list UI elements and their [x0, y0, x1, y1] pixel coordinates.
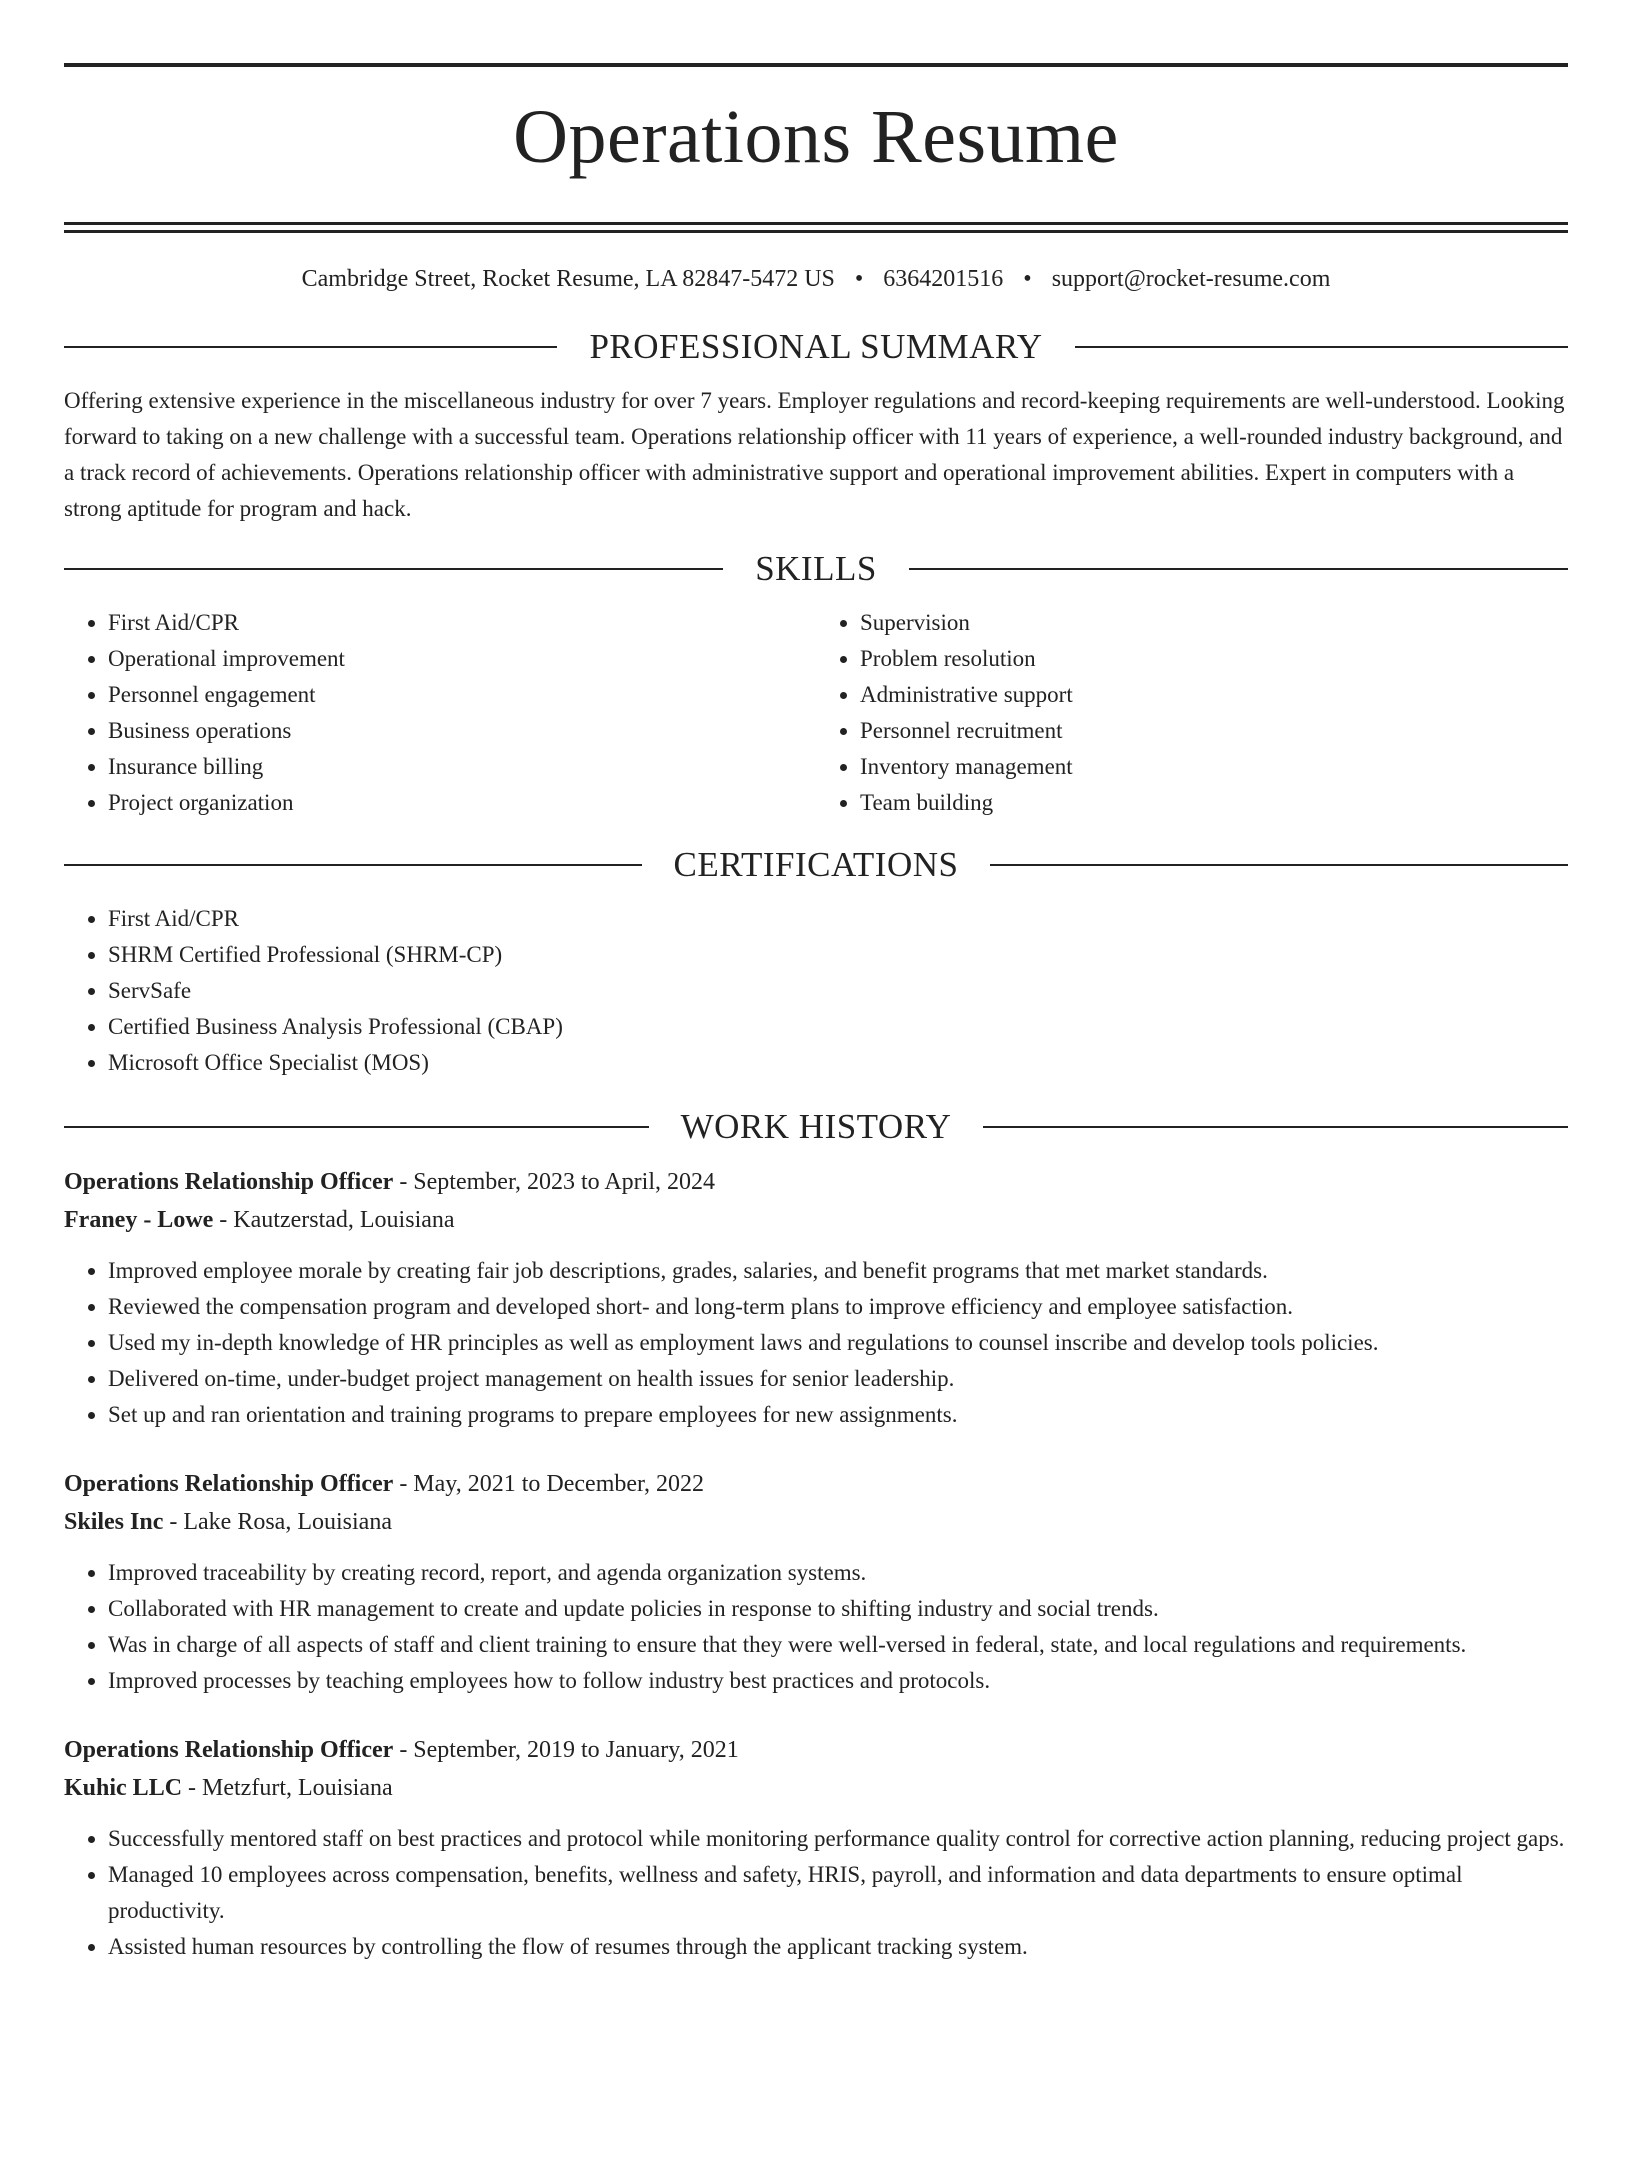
certification-item: • ServSafe — [108, 973, 1568, 1009]
job-dates: - May, 2021 to December, 2022 — [393, 1470, 705, 1497]
job-bullet: • Collaborated with HR management to create and update policies in response to shifting industry and social trends. — [108, 1591, 1568, 1627]
skill-item: • Personnel engagement — [108, 677, 816, 713]
job-company: Skiles Inc — [64, 1508, 164, 1535]
skills-left-list — [64, 605, 816, 821]
job-bullets — [64, 1821, 1568, 1965]
heading-rule — [909, 568, 1568, 570]
heading-rule — [1075, 346, 1568, 348]
job-bullet: • Set up and ran orientation and training programs to prepare employees for new assignments. — [108, 1397, 1568, 1433]
certifications-list — [64, 901, 1568, 1081]
heading-rule — [983, 1126, 1568, 1128]
job-location: - Kautzerstad, Louisiana — [213, 1206, 455, 1233]
heading-rule — [64, 346, 557, 348]
heading-rule — [990, 864, 1568, 866]
skill-item: • Insurance billing — [108, 749, 816, 785]
top-rule — [64, 63, 1568, 67]
skill-item: • First Aid/CPR — [108, 605, 816, 641]
job-bullet: • Reviewed the compensation program and developed short- and long-term plans to improve efficiency and employee satisfaction. — [108, 1289, 1568, 1325]
job-location: - Metzfurt, Louisiana — [182, 1774, 393, 1801]
skill-item: • Business operations — [108, 713, 816, 749]
heading-rule — [64, 1126, 649, 1128]
summary-heading — [64, 325, 1568, 369]
job-company-line — [64, 1769, 1568, 1807]
title-double-rule — [64, 222, 1568, 233]
job-title: Operations Relationship Officer — [64, 1736, 394, 1763]
skill-item: • Administrative support — [860, 677, 1568, 713]
job-title: Operations Relationship Officer — [64, 1168, 394, 1195]
job-title: Operations Relationship Officer — [64, 1470, 394, 1497]
job-entry — [64, 1465, 1568, 1699]
job-company-line — [64, 1201, 1568, 1239]
job-title-line — [64, 1163, 1568, 1201]
skills-heading — [64, 547, 1568, 591]
job-bullet: • Managed 10 employees across compensation, benefits, wellness and safety, HRIS, payroll, and information and data departments to ensure optimal productivity. — [108, 1857, 1568, 1929]
skill-item: • Inventory management — [860, 749, 1568, 785]
job-title-line — [64, 1731, 1568, 1769]
job-bullet: • Assisted human resources by controlling the flow of resumes through the applicant tracking system. — [108, 1929, 1568, 1965]
certifications-heading-label: CERTIFICATIONS — [673, 844, 959, 884]
job-bullet: • Was in charge of all aspects of staff and client training to ensure that they were well-versed in federal, state, and local regulations and requirements. — [108, 1627, 1568, 1663]
skill-item: • Supervision — [860, 605, 1568, 641]
contact-separator: • — [1023, 265, 1032, 292]
contact-address: Cambridge Street, Rocket Resume, LA 82847-5472 US — [301, 265, 835, 292]
work-history-heading-label: WORK HISTORY — [680, 1106, 952, 1146]
heading-rule — [64, 864, 642, 866]
contact-line — [64, 263, 1568, 295]
certification-item: • Certified Business Analysis Professional (CBAP) — [108, 1009, 1568, 1045]
skill-item: • Operational improvement — [108, 641, 816, 677]
heading-rule — [64, 568, 723, 570]
certification-item: • First Aid/CPR — [108, 901, 1568, 937]
contact-phone: 6364201516 — [883, 265, 1004, 292]
certifications-heading — [64, 843, 1568, 887]
summary-text: Offering extensive experience in the miscellaneous industry for over 7 years. Employer regulations and record-keeping requirements are well-understood. Looking forward to taking on a new challenge with a successful team. Operations relationship officer with 11 years of experience, a well-rounded industry background, and a track record of achievements. Operations relationship officer with administrative support and operational improvement abilities. Expert in computers with a strong aptitude for program and hack. — [64, 387, 1565, 521]
job-bullet: • Successfully mentored staff on best practices and protocol while monitoring performance quality control for corrective action planning, reducing project gaps. — [108, 1821, 1568, 1857]
job-entry — [64, 1163, 1568, 1433]
work-history-heading — [64, 1105, 1568, 1149]
certification-item: • Microsoft Office Specialist (MOS) — [108, 1045, 1568, 1081]
job-company-line — [64, 1503, 1568, 1541]
job-location: - Lake Rosa, Louisiana — [163, 1508, 392, 1535]
page-title: Operations Resume — [513, 95, 1119, 179]
contact-separator: • — [854, 265, 864, 292]
skill-item: • Problem resolution — [860, 641, 1568, 677]
skill-item: • Project organization — [108, 785, 816, 821]
job-dates: - September, 2023 to April, 2024 — [393, 1168, 715, 1195]
skills-right-list — [816, 605, 1568, 821]
job-dates: - September, 2019 to January, 2021 — [393, 1736, 739, 1763]
job-bullets — [64, 1555, 1568, 1699]
skill-item: • Team building — [860, 785, 1568, 821]
job-bullets — [64, 1253, 1568, 1433]
job-entry — [64, 1731, 1568, 1965]
contact-email: support@rocket-resume.com — [1051, 265, 1331, 292]
job-company: Kuhic LLC — [64, 1774, 183, 1801]
job-bullet: • Improved employee morale by creating fair job descriptions, grades, salaries, and benefit programs that met market standards. — [108, 1253, 1568, 1289]
summary-heading-label: PROFESSIONAL SUMMARY — [589, 326, 1043, 366]
job-bullet: • Used my in-depth knowledge of HR principles as well as employment laws and regulations to counsel inscribe and develop tools policies. — [108, 1325, 1568, 1361]
skill-item: • Personnel recruitment — [860, 713, 1568, 749]
certification-item: • SHRM Certified Professional (SHRM-CP) — [108, 937, 1568, 973]
skills-heading-label: SKILLS — [755, 548, 877, 588]
resume-page — [0, 63, 1632, 2175]
skills-grid — [64, 605, 1568, 821]
job-title-line — [64, 1465, 1568, 1503]
job-bullet: • Delivered on-time, under-budget project management on health issues for senior leadership. — [108, 1361, 1568, 1397]
job-bullet: • Improved processes by teaching employees how to follow industry best practices and protocols. — [108, 1663, 1568, 1699]
job-company: Franey - Lowe — [64, 1206, 214, 1233]
job-bullet: • Improved traceability by creating record, report, and agenda organization systems. — [108, 1555, 1568, 1591]
